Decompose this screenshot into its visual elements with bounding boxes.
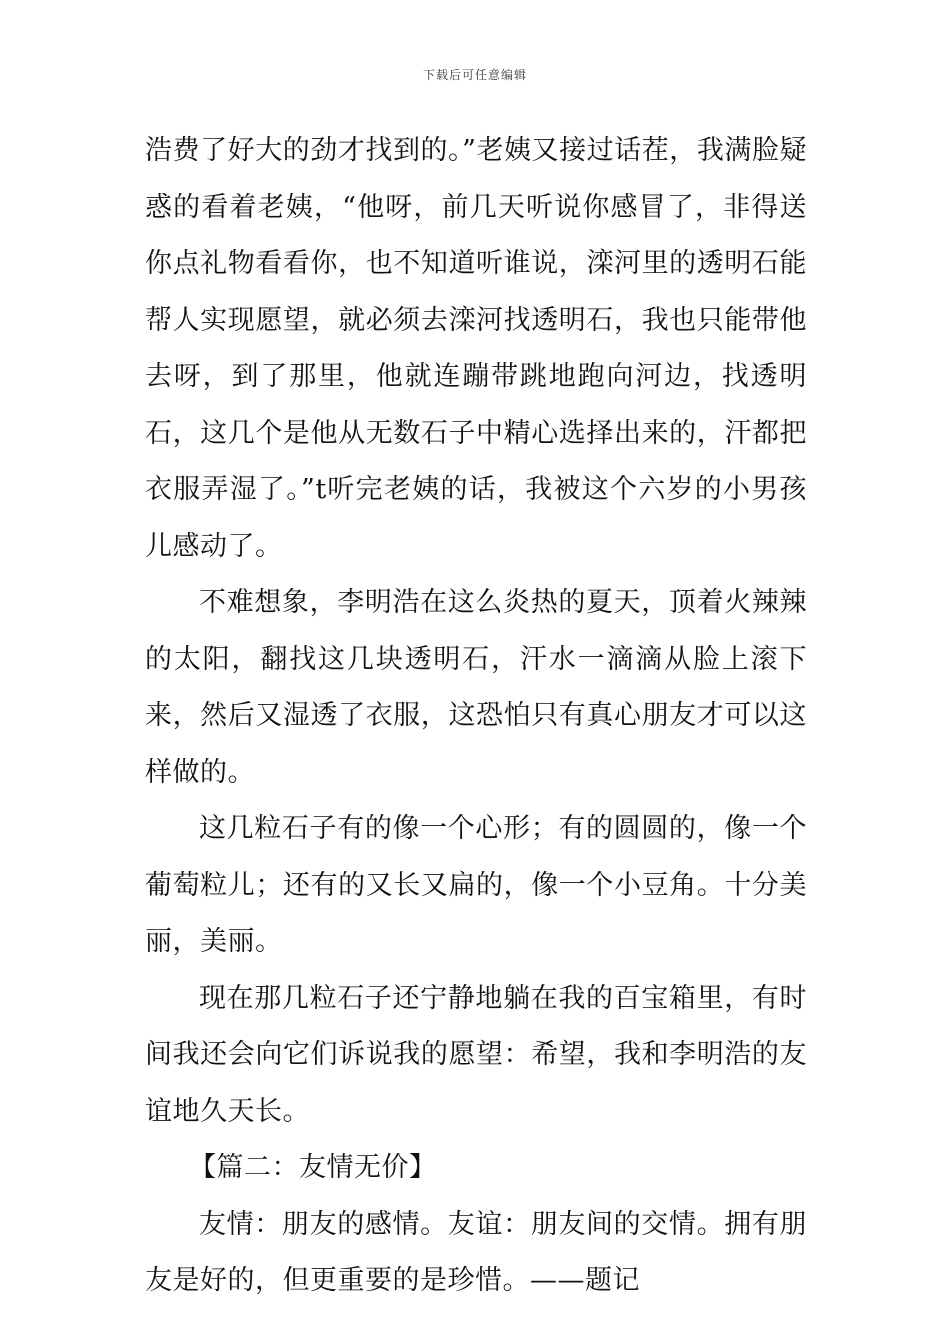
paragraph-treasure-box: 现在那几粒石子还宁静地躺在我的百宝箱里，有时间我还会向它们诉说我的愿望：希望，我和李明浩的友谊地久天长。	[145, 982, 807, 1127]
paragraph-imagine: 不难想象，李明浩在这么炎热的夏天，顶着火辣辣的太阳，翻找这几块透明石，汗水一滴滴从脸上滚下来，然后又湿透了衣服，这恐怕只有真心朋友才可以这样做的。	[145, 587, 807, 788]
paragraph-continuation: 浩费了好大的劲才找到的。”老姨又接过话茬，我满脸疑惑的看着老姨，“他呀，前几天听说你感冒了，非得送你点礼物看看你，也不知道听谁说，滦河里的透明石能帮人实现愿望，就必须去滦河找透明石，我也只能带他去呀，到了那里，他就连蹦带跳地跑向河边，找透明石，这几个是他从无数石子中精心选择出来的，汗都把衣服弄湿了。”t听完老姨的话，我被这个六岁的小男孩儿感动了。	[145, 135, 807, 562]
paragraph-epigraph: 友情：朋友的感情。友谊：朋友间的交情。拥有朋友是好的，但更重要的是珍惜。——题记	[145, 1208, 807, 1296]
section-heading: 【篇二：友情无价】	[189, 1152, 437, 1183]
document-body	[145, 123, 807, 1310]
page-header-note: 下载后可任意编辑	[422, 68, 527, 82]
paragraph-stones-description: 这几粒石子有的像一个心形；有的圆圆的，像一个葡萄粒儿；还有的又长又扁的，像一个小豆角。十分美丽，美丽。	[145, 813, 807, 957]
